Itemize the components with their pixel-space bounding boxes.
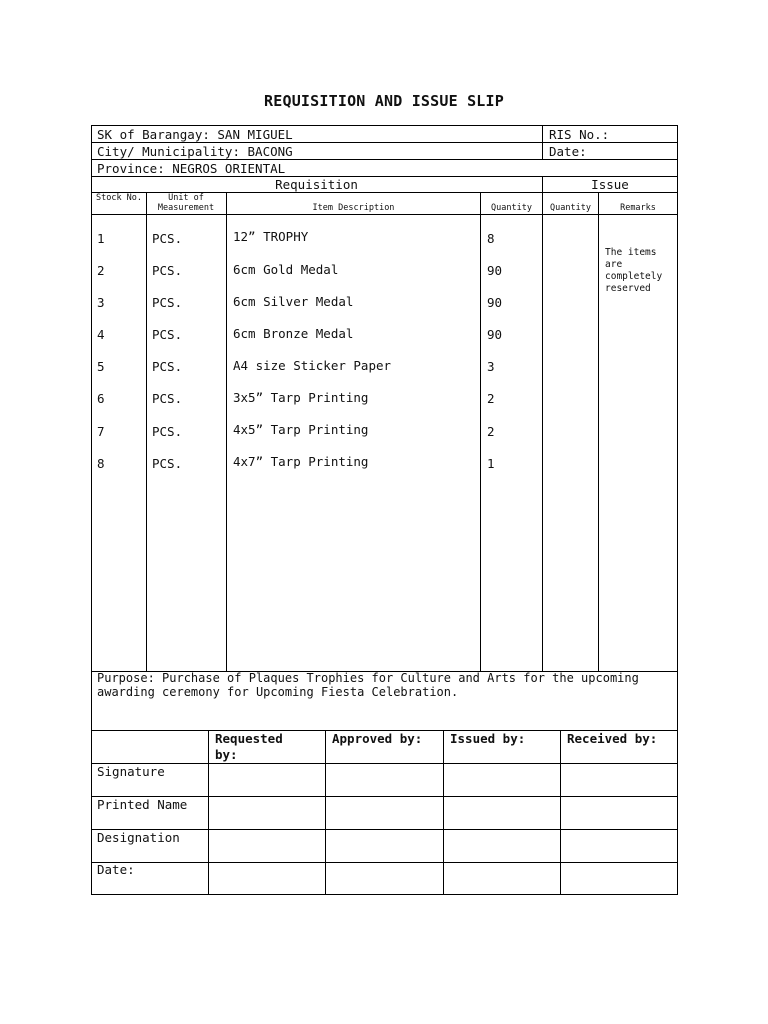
date-label: Date: [549,144,587,159]
quantity: 90 [487,295,503,310]
remarks-line: are [605,259,623,270]
requisition-section-heading: Requisition [275,177,358,192]
approved-by-header: Approved by: [332,731,423,746]
column-header-stock-no: Stock No. [95,193,143,203]
issue-section-heading: Issue [591,177,629,192]
stock-no: 8 [97,456,105,471]
quantity: 2 [487,391,495,406]
designation-row-label: Designation [97,830,180,845]
unit: PCS. [152,456,183,471]
item-description: 6cm Gold Medal [233,262,339,277]
document-title: REQUISITION AND ISSUE SLIP [264,92,504,110]
date-row-label: Date: [97,862,135,877]
stock-no: 7 [97,424,105,439]
unit: PCS. [152,359,183,374]
item-description: 4x5” Tarp Printing [233,422,369,437]
unit: PCS. [152,263,183,278]
printed-name-row-label: Printed Name [97,797,188,812]
ris-no-label: RIS No.: [549,127,610,142]
stock-no: 2 [97,263,105,278]
quantity: 90 [487,263,503,278]
unit: PCS. [152,327,183,342]
remarks-line: reserved [605,283,651,294]
item-description: 6cm Silver Medal [233,294,354,309]
unit: PCS. [152,424,183,439]
unit: PCS. [152,295,183,310]
purpose-line-1: Purpose: Purchase of Plaques Trophies for Culture and Arts for the upcoming [97,671,639,685]
stock-no: 5 [97,359,105,374]
column-header-quantity: Quantity [491,203,532,213]
requested-by-header: Requested [215,731,283,746]
quantity: 1 [487,456,495,471]
item-description: 4x7” Tarp Printing [233,454,369,469]
quantity: 8 [487,231,495,246]
signature-row-label: Signature [97,764,165,779]
quantity: 3 [487,359,495,374]
item-description: 12” TROPHY [233,229,309,244]
unit: PCS. [152,231,183,246]
stock-no: 3 [97,295,105,310]
stock-no: 4 [97,327,105,342]
unit: PCS. [152,391,183,406]
column-header-remarks: Remarks [620,203,656,213]
item-description: 3x5” Tarp Printing [233,390,369,405]
barangay-label: SK of Barangay: SAN MIGUEL [97,127,293,142]
city-label: City/ Municipality: BACONG [97,144,293,159]
quantity: 90 [487,327,503,342]
remarks-line: completely [605,271,663,282]
requested-by-header-cont: by: [215,747,238,762]
column-header-unit: Unit of Measurement [157,193,215,213]
purpose-line-2: awarding ceremony for Upcoming Fiesta Celebration. [97,685,459,699]
item-description: 6cm Bronze Medal [233,326,354,341]
stock-no: 1 [97,231,105,246]
stock-no: 6 [97,391,105,406]
issued-by-header: Issued by: [450,731,526,746]
remarks-line: The items [605,247,657,258]
received-by-header: Received by: [567,731,658,746]
column-header-issue-quantity: Quantity [550,203,591,213]
quantity: 2 [487,424,495,439]
column-header-description: Item Description [312,203,395,213]
province-label: Province: NEGROS ORIENTAL [97,161,286,176]
item-description: A4 size Sticker Paper [233,358,392,373]
